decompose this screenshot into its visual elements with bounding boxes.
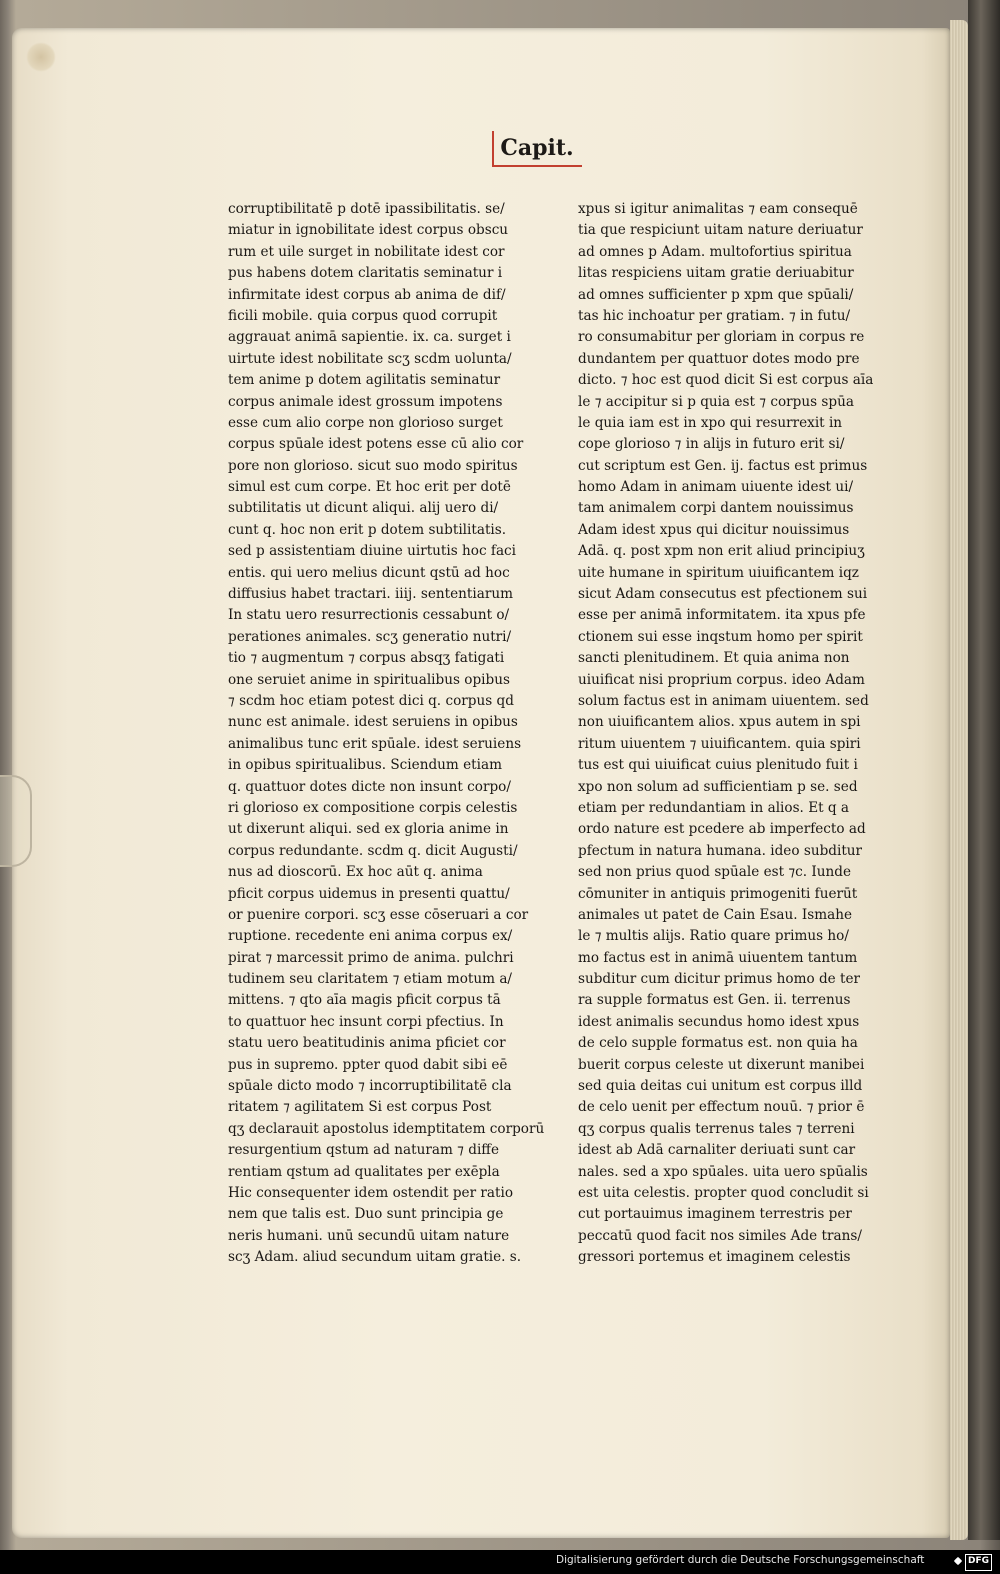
text-line: sicut Adam consecutus est pfectionem sui xyxy=(578,586,868,603)
text-line: Adā. q. post xpm non erit aliud principiuʒ xyxy=(578,543,865,560)
text-line: to quattuor hec insunt corpi pfectius. In xyxy=(228,1013,504,1030)
text-line: pficit corpus uidemus in presenti quattu/ xyxy=(228,885,510,902)
text-line: ctionem sui esse inqstum homo per spirit xyxy=(578,628,863,645)
text-line: nunc est animale. idest seruiens in opibus xyxy=(228,714,518,731)
text-line: corpus spūale idest potens esse cū alio cor xyxy=(228,436,524,453)
text-line: etiam per redundantiam in alios. Et q a xyxy=(578,799,850,816)
text-line: one seruiet anime in spiritualibus opibus xyxy=(228,671,510,688)
text-line: resurgentium qstum ad naturam ⁊ diffe xyxy=(228,1142,500,1159)
text-line: ruptione. recedente eni anima corpus ex/ xyxy=(228,928,513,945)
text-line: In statu uero resurrectionis cessabunt o/ xyxy=(228,607,510,624)
text-line: nales. sed a xpo spūales. uita uero spūalis xyxy=(578,1163,868,1180)
text-line: in opibus spiritualibus. Sciendum etiam xyxy=(228,757,502,774)
text-line: mo factus est in animā uiuentem tantum xyxy=(578,949,858,966)
text-line: gressori portemus et imaginem celestis xyxy=(578,1249,851,1266)
text-line: nus ad dioscorū. Ex hoc aūt q. anima xyxy=(228,864,483,881)
text-line: Adam idest xpus qui dicitur nouissimus xyxy=(578,521,850,538)
text-line: pus habens dotem claritatis seminatur i xyxy=(228,265,503,282)
book-binding-edge xyxy=(968,0,1000,1540)
text-line: litas respiciens uitam gratie deriuabitur xyxy=(578,265,854,282)
text-line: ro consumabitur per gloriam in corpus re xyxy=(578,329,865,346)
text-line: Hic consequenter idem ostendit per ratio xyxy=(228,1184,514,1201)
text-line: uite humane in spiritum uiuificantem iqz xyxy=(578,564,859,581)
text-line: uiuificat nisi proprium corpus. ideo Adam xyxy=(578,671,865,688)
text-line: de celo supple formatus est. non quia ha xyxy=(578,1035,858,1052)
text-line: xpus si igitur animalitas ⁊ eam consequē xyxy=(578,201,858,217)
text-line: rentiam qstum ad qualitates per exēpla xyxy=(228,1163,500,1180)
text-line: tus est qui uiuificat cuius plenitudo fuit i xyxy=(578,757,858,774)
text-line: pus in supremo. ppter quod dabit sibi eē xyxy=(228,1056,508,1073)
text-line: idest ab Adā carnaliter deriuati sunt car xyxy=(578,1142,856,1159)
text-line: corruptibilitatē p dotē ipassibilitatis. se/ xyxy=(228,201,505,217)
text-line: simul est cum corpe. Et hoc erit per dotē xyxy=(228,479,511,496)
dfg-logo: DFG xyxy=(965,1554,992,1571)
text-line: le quia iam est in xpo qui resurrexit in xyxy=(578,414,843,431)
text-line: perationes animales. scʒ generatio nutri/ xyxy=(228,628,512,645)
text-line: esse per animā informitatem. ita xpus pfe xyxy=(578,607,866,624)
text-line: dicto. ⁊ hoc est quod dicit Si est corpus aīa xyxy=(578,372,874,389)
text-line: cunt q. hoc non erit p dotem subtilitatis. xyxy=(228,521,507,538)
text-line: pirat ⁊ marcessit primo de anima. pulchri xyxy=(228,949,514,966)
footer-credit: Digitalisierung gefördert durch die Deutsche Forschungsgemeinschaft xyxy=(556,1554,925,1566)
text-line: ut dixerunt aliqui. sed ex gloria anime in xyxy=(228,821,509,838)
text-line: animales ut patet de Cain Esau. Ismahe xyxy=(578,906,853,923)
text-line: corpus redundante. scdm q. dicit Augusti/ xyxy=(228,842,518,859)
text-line: cope glorioso ⁊ in alijs in futuro erit si/ xyxy=(578,436,845,453)
text-line: qʒ corpus qualis terrenus tales ⁊ terreni xyxy=(578,1120,855,1137)
text-line: animalibus tunc erit spūale. idest seruiens xyxy=(228,735,522,752)
text-line: entis. qui uero melius dicunt qstū ad hoc xyxy=(228,564,510,581)
text-line: ficili mobile. quia corpus quod corrupit xyxy=(228,307,498,324)
text-line: or puenire corpori. scʒ esse cōseruari a cor xyxy=(228,906,529,923)
text-line: neris humani. unū secundū uitam nature xyxy=(228,1227,510,1244)
text-line: ad omnes sufficienter p xpm que spūali/ xyxy=(578,286,854,303)
text-line: sancti plenitudinem. Et quia anima non xyxy=(578,650,850,667)
text-line: nem que talis est. Duo sunt principia ge xyxy=(228,1206,504,1223)
text-line: cōmuniter in antiquis primogeniti fuerūt xyxy=(578,885,858,902)
text-line: scʒ Adam. aliud secundum uitam gratie. s. xyxy=(228,1249,522,1266)
text-line: tudinem seu claritatem ⁊ etiam motum a/ xyxy=(228,971,513,988)
text-line: ordo nature est pcedere ab imperfecto ad xyxy=(578,821,866,838)
page-stack-edge xyxy=(950,20,968,1540)
text-line: ri glorioso ex compositione corpis celestis xyxy=(228,799,518,816)
page-fold-mark xyxy=(0,775,32,867)
text-line: rum et uile surget in nobilitate idest cor xyxy=(228,243,505,260)
text-line: infirmitate idest corpus ab anima de dif/ xyxy=(228,286,506,303)
text-line: subtilitatis ut dicunt aliqui. alij uero di/ xyxy=(228,500,499,517)
text-line: spūale dicto modo ⁊ incorruptibilitatē cla xyxy=(228,1078,512,1095)
text-line: q. quattuor dotes dicte non insunt corpo/ xyxy=(228,778,511,795)
text-line: ad omnes p Adam. multofortius spiritua xyxy=(578,243,852,260)
text-line: subditur cum dicitur primus homo de ter xyxy=(578,971,861,988)
right-text-column xyxy=(578,199,878,1269)
text-line: peccatū quod facit nos similes Ade trans/ xyxy=(578,1227,862,1244)
text-line: tas hic inchoatur per gratiam. ⁊ in futu/ xyxy=(578,307,851,324)
text-line: solum factus est in animam uiuentem. sed xyxy=(578,692,869,709)
text-line: corpus animale idest grossum impotens xyxy=(228,393,503,410)
text-line: ritatem ⁊ agilitatem Si est corpus Post xyxy=(228,1099,492,1116)
text-line: statu uero beatitudinis anima pficiet cor xyxy=(228,1035,506,1052)
text-line: buerit corpus celeste ut dixerunt manibei xyxy=(578,1056,865,1073)
text-line: sed quia deitas cui unitum est corpus illd xyxy=(578,1078,863,1095)
text-line: cut portauimus imaginem terrestris per xyxy=(578,1206,852,1223)
text-line: ⁊ scdm hoc etiam potest dici q. corpus qd xyxy=(228,692,514,709)
text-line: diffusius habet tractari. iiij. sententiarum xyxy=(228,586,513,603)
text-line: aggrauat animā sapientie. ix. ca. surget i xyxy=(228,329,511,346)
text-line: sed p assistentiam diuine uirtutis hoc faci xyxy=(228,543,517,560)
page-heading: Capit. xyxy=(500,135,574,161)
text-line: est uita celestis. propter quod concludit si xyxy=(578,1184,869,1201)
text-line: tio ⁊ augmentum ⁊ corpus absqʒ fatigati xyxy=(228,650,505,667)
text-line: uirtute idest nobilitate scʒ scdm uolunta/ xyxy=(228,350,512,367)
text-line: pore non glorioso. sicut suo modo spiritus xyxy=(228,457,518,474)
text-line: non uiuificantem alios. xpus autem in spi xyxy=(578,714,861,731)
text-line: qʒ declarauit apostolus idemptitatem corporū xyxy=(228,1120,545,1137)
text-line: homo Adam in animam uiuente idest ui/ xyxy=(578,479,854,496)
text-line: ra supple formatus est Gen. ii. terrenus xyxy=(578,992,851,1009)
text-line: tam animalem corpi dantem nouissimus xyxy=(578,500,854,517)
text-line: pfectum in natura humana. ideo subditur xyxy=(578,842,863,859)
text-line: esse cum alio corpe non glorioso surget xyxy=(228,414,503,431)
page-stain xyxy=(26,42,56,72)
text-line: tia que respiciunt uitam nature deriuatur xyxy=(578,222,863,239)
text-line: sed non prius quod spūale est ⁊c. Iunde xyxy=(578,864,852,881)
left-text-column xyxy=(228,199,545,1269)
text-line: cut scriptum est Gen. ij. factus est primus xyxy=(578,457,868,474)
text-line: idest animalis secundus homo idest xpus xyxy=(578,1013,860,1030)
text-line: ritum uiuentem ⁊ uiuificantem. quia spiri xyxy=(578,735,861,752)
text-line: le ⁊ multis alijs. Ratio quare primus ho/ xyxy=(578,928,849,945)
text-line: de celo uenit per effectum nouū. ⁊ prior ē xyxy=(578,1099,865,1116)
text-line: dundantem per quattuor dotes modo pre xyxy=(578,350,860,367)
text-line: tem anime p dotem agilitatis seminatur xyxy=(228,372,501,389)
text-line: miatur in ignobilitate idest corpus obscu xyxy=(228,222,509,239)
text-line: le ⁊ accipitur si p quia est ⁊ corpus spūa xyxy=(578,393,854,410)
text-line: xpo non solum ad sufficientiam p se. sed xyxy=(578,778,858,795)
text-line: mittens. ⁊ qto aīa magis pficit corpus tā xyxy=(228,992,501,1009)
